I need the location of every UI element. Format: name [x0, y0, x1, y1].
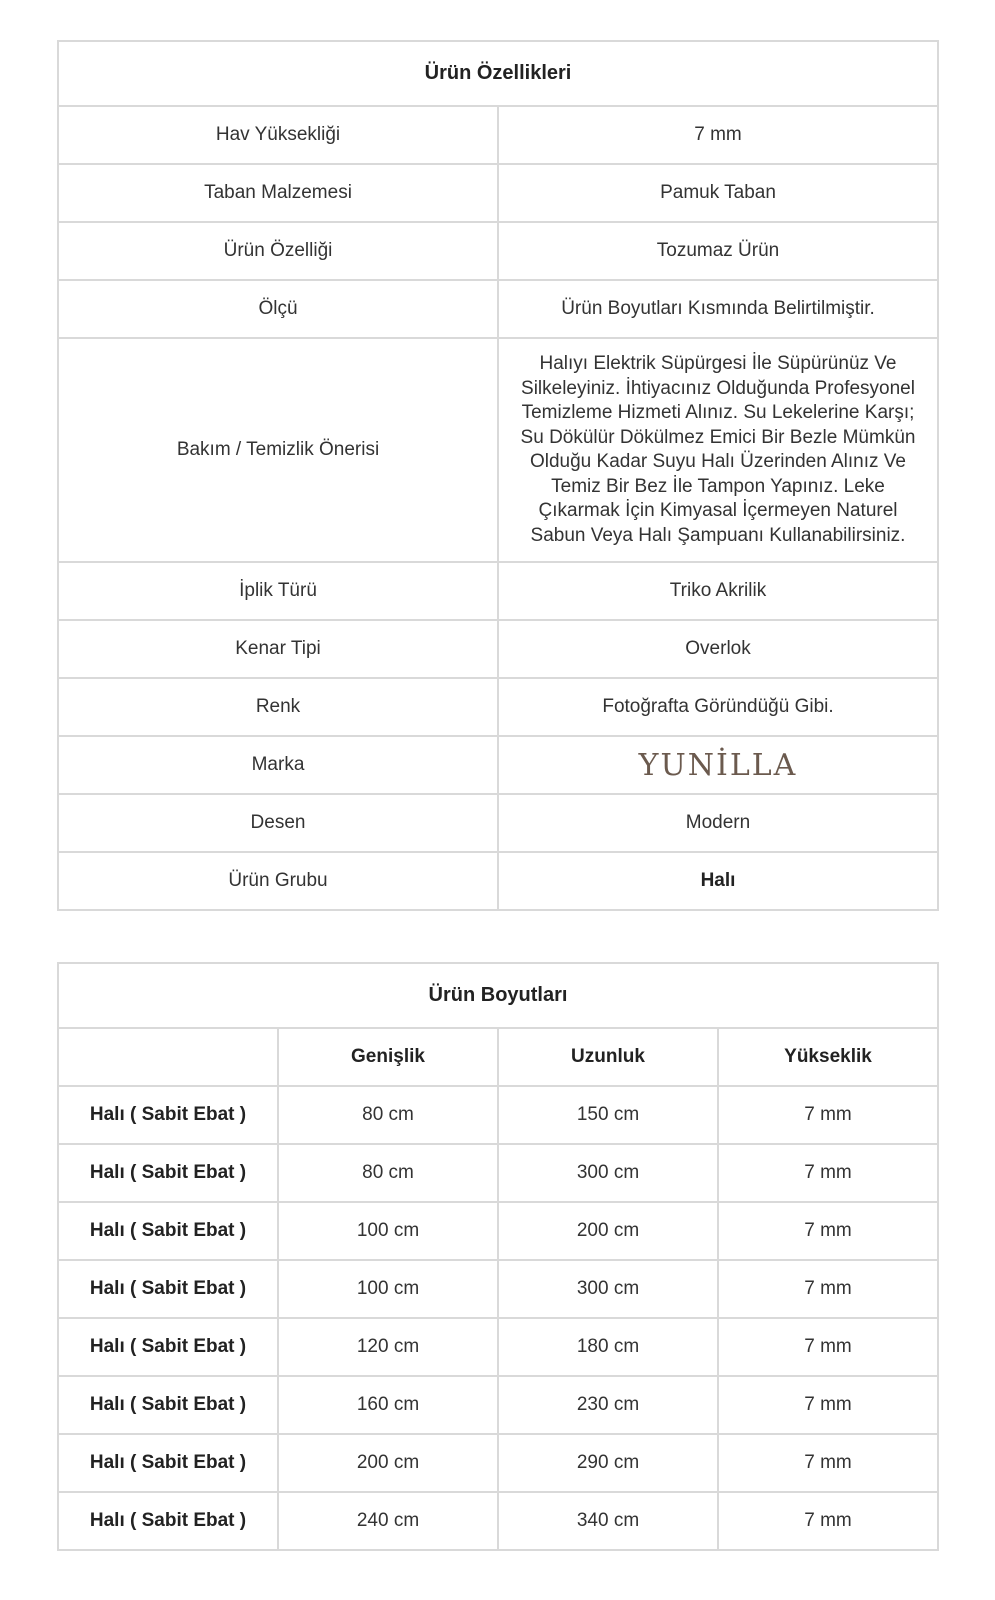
spec-label: Desen	[58, 794, 498, 852]
spec-label: İplik Türü	[58, 562, 498, 620]
size-height: 7 mm	[718, 1144, 938, 1202]
spec-value: Triko Akrilik	[498, 562, 938, 620]
size-row-label: Halı ( Sabit Ebat )	[58, 1492, 278, 1550]
spec-row	[58, 794, 938, 852]
spec-row	[58, 280, 938, 338]
size-length: 300 cm	[498, 1260, 718, 1318]
size-width: 200 cm	[278, 1434, 498, 1492]
product-sizes-table	[57, 962, 939, 1551]
size-height: 7 mm	[718, 1202, 938, 1260]
size-width: 240 cm	[278, 1492, 498, 1550]
spec-label: Marka	[58, 736, 498, 794]
spec-label: Kenar Tipi	[58, 620, 498, 678]
size-height: 7 mm	[718, 1318, 938, 1376]
spec-label: Hav Yüksekliği	[58, 106, 498, 164]
size-row	[58, 1492, 938, 1550]
spec-value: Halıyı Elektrik Süpürgesi İle Süpürünüz Ve Silkeleyiniz. İhtiyacınız Olduğunda Profesyonel Temizleme Hizmeti Alınız. Su Lekelerine Karşı; Su Dökülür Dökülmez Emici Bir Bezle Mümkün Olduğu Kadar Suyu Halı Üzerinden Alınız Ve Temiz Bir Bez İle Tampon Yapınız. Leke Çıkarmak İçin Kimyasal İçermeyen Naturel Sabun Veya Halı Şampuanı Kullanabilirsiniz.	[498, 338, 938, 562]
spec-label: Ölçü	[58, 280, 498, 338]
size-row-label: Halı ( Sabit Ebat )	[58, 1318, 278, 1376]
size-width: 80 cm	[278, 1144, 498, 1202]
specs-title: Ürün Özellikleri	[58, 41, 938, 106]
spec-value: Pamuk Taban	[498, 164, 938, 222]
spec-value: Fotoğrafta Göründüğü Gibi.	[498, 678, 938, 736]
spec-row	[58, 852, 938, 910]
product-specs-table	[57, 40, 939, 911]
size-height: 7 mm	[718, 1376, 938, 1434]
size-row-label: Halı ( Sabit Ebat )	[58, 1144, 278, 1202]
spec-row	[58, 620, 938, 678]
spec-label: Bakım / Temizlik Önerisi	[58, 338, 498, 562]
size-width: 80 cm	[278, 1086, 498, 1144]
size-width: 100 cm	[278, 1202, 498, 1260]
spec-row	[58, 678, 938, 736]
size-row-label: Halı ( Sabit Ebat )	[58, 1202, 278, 1260]
spec-row	[58, 338, 938, 562]
size-row-label: Halı ( Sabit Ebat )	[58, 1260, 278, 1318]
column-header-height: Yükseklik	[718, 1028, 938, 1086]
column-header-width: Genişlik	[278, 1028, 498, 1086]
size-height: 7 mm	[718, 1492, 938, 1550]
spec-label: Ürün Grubu	[58, 852, 498, 910]
brand-logo: YUNİLLA	[638, 747, 798, 783]
size-length: 300 cm	[498, 1144, 718, 1202]
size-length: 230 cm	[498, 1376, 718, 1434]
size-row	[58, 1434, 938, 1492]
size-length: 180 cm	[498, 1318, 718, 1376]
size-row	[58, 1086, 938, 1144]
size-length: 150 cm	[498, 1086, 718, 1144]
column-header-length: Uzunluk	[498, 1028, 718, 1086]
size-length: 290 cm	[498, 1434, 718, 1492]
spec-label: Taban Malzemesi	[58, 164, 498, 222]
size-height: 7 mm	[718, 1434, 938, 1492]
size-height: 7 mm	[718, 1260, 938, 1318]
size-length: 340 cm	[498, 1492, 718, 1550]
spec-value: Ürün Boyutları Kısmında Belirtilmiştir.	[498, 280, 938, 338]
spec-label: Ürün Özelliği	[58, 222, 498, 280]
sizes-header-row	[58, 963, 938, 1028]
size-row	[58, 1202, 938, 1260]
spec-row	[58, 164, 938, 222]
size-width: 160 cm	[278, 1376, 498, 1434]
spec-row	[58, 106, 938, 164]
size-length: 200 cm	[498, 1202, 718, 1260]
spec-value: Tozumaz Ürün	[498, 222, 938, 280]
size-width: 120 cm	[278, 1318, 498, 1376]
size-height: 7 mm	[718, 1086, 938, 1144]
size-row	[58, 1144, 938, 1202]
spec-value: 7 mm	[498, 106, 938, 164]
size-row	[58, 1318, 938, 1376]
size-width: 100 cm	[278, 1260, 498, 1318]
spec-value: Modern	[498, 794, 938, 852]
spec-value: Overlok	[498, 620, 938, 678]
size-row	[58, 1376, 938, 1434]
spec-row	[58, 736, 938, 794]
size-row-label: Halı ( Sabit Ebat )	[58, 1376, 278, 1434]
column-header-empty	[58, 1028, 278, 1086]
specs-header-row	[58, 41, 938, 106]
spec-row	[58, 562, 938, 620]
sizes-title: Ürün Boyutları	[58, 963, 938, 1028]
spec-label: Renk	[58, 678, 498, 736]
spec-value	[498, 736, 938, 794]
spec-row	[58, 222, 938, 280]
spec-value: Halı	[498, 852, 938, 910]
size-row-label: Halı ( Sabit Ebat )	[58, 1086, 278, 1144]
sizes-column-header-row	[58, 1028, 938, 1086]
size-row-label: Halı ( Sabit Ebat )	[58, 1434, 278, 1492]
size-row	[58, 1260, 938, 1318]
